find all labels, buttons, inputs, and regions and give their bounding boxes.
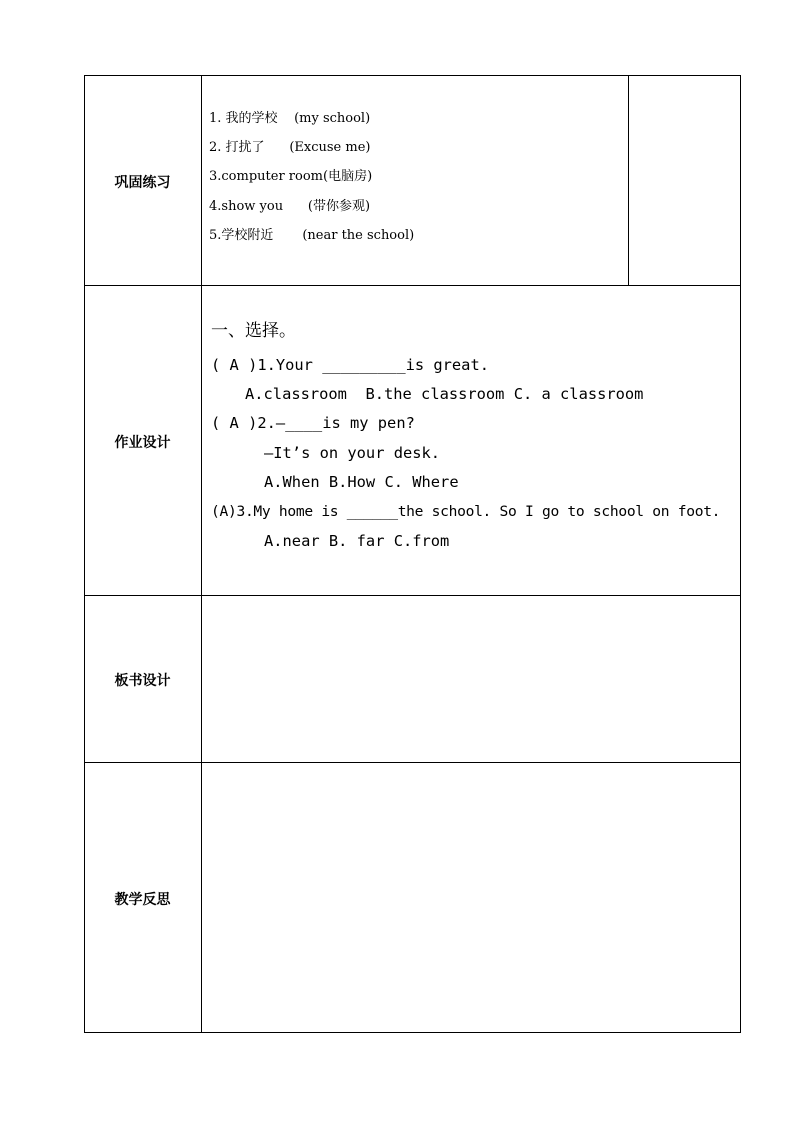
- question-1-options: A.classroom B.the classroom C. a classroom: [245, 385, 644, 403]
- row-divider: [84, 595, 741, 596]
- notes-column-divider: [628, 75, 629, 285]
- row-label-homework: 作业设计: [114, 435, 171, 451]
- question-3: (A)3.My home is ______the school. So I go to school on foot.: [211, 503, 721, 520]
- table-border-bottom: [84, 1032, 741, 1033]
- question-3-options: A.near B. far C.from: [264, 532, 450, 550]
- column-divider: [201, 75, 202, 1033]
- practice-item: 5.学校附近 (near the school): [209, 228, 415, 243]
- practice-item: 3.computer room(电脑房): [209, 169, 373, 184]
- row-divider: [84, 285, 741, 286]
- practice-item: 4.show you (带你参观): [209, 199, 371, 214]
- row-label-board-design: 板书设计: [114, 673, 171, 689]
- lesson-plan-table: [84, 75, 741, 1033]
- practice-item: 2. 打扰了 (Excuse me): [209, 140, 371, 155]
- homework-heading: 一、选择。: [211, 321, 296, 341]
- practice-item: 1. 我的学校 (my school): [209, 111, 371, 126]
- row-label-reflection: 教学反思: [114, 892, 171, 908]
- question-2-options: A.When B.How C. Where: [264, 473, 459, 491]
- question-2-answer: —It’s on your desk.: [264, 444, 441, 462]
- table-border-right: [740, 75, 741, 1033]
- question-2: ( A )2.—____is my pen?: [211, 414, 415, 432]
- row-divider: [84, 762, 741, 763]
- row-label-practice: 巩固练习: [114, 175, 171, 191]
- table-border-top: [84, 75, 741, 76]
- question-1: ( A )1.Your _________is great.: [211, 356, 489, 374]
